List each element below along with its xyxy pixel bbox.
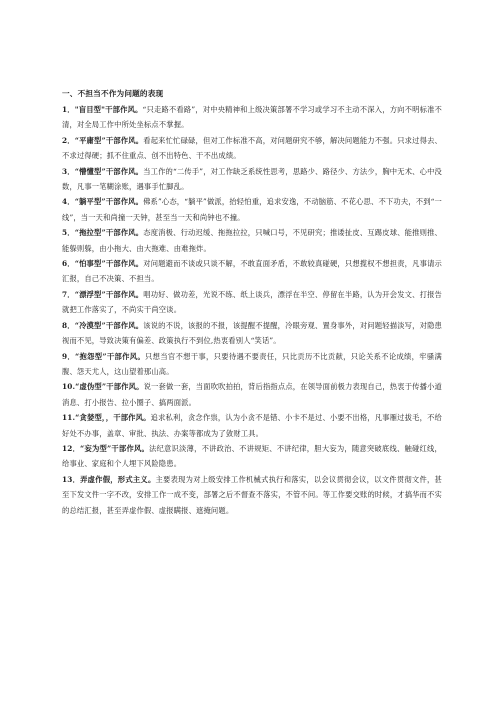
list-item [62,441,442,472]
list-item [62,194,442,225]
item-text: 主要表现为对上级安排工作机械式执行和落实，以会议贯彻会议，以文件贯彻文件，甚至下发文件一字不改，安排工作一成不变，部署之后不督查不落实，不管不问。等工作要交账的时候，才搞华而不实的总结汇报，甚至弄虚作假、虚报瞒报、遮掩问题。 [62,474,442,515]
item-lead: 10.“虚伪型”干部作风。 [62,382,144,392]
item-text: 看起来忙忙碌碌，但对工作标准不高，对问题研究不够，解决问题能力不强。只求过得去、不求过得硬；抓不住重点、创不出特色、干不出成绩。 [62,135,442,161]
item-text: 只想当官不想干事，只要待遇不要责任，只比贡历不比贡献，只论关系不论成绩，牢骚满腹、怨天尤人，这山望着那山高。 [62,351,442,376]
section-title: 一、不担当不作为问题的表现 [62,89,164,98]
item-lead: 4．“躺平型”干部作风。 [62,197,144,207]
document-body [62,88,442,518]
list-item [62,133,442,164]
item-list [62,102,442,518]
item-lead: 12．“妄为型”干部作风。 [62,443,149,453]
item-lead: 6．“怕事型”干部作风。 [62,259,144,269]
item-lead: 5．“拖拉型”干部作风。 [62,228,144,238]
item-text: 对问题避而不谈或只谈不解，不敢直面矛盾，不敢较真碰硬，只想揽权不想担责，凡事请示汇报，自己不决策、不担当。 [62,259,442,284]
list-item [62,164,442,195]
item-lead: 13．弄虚作假，形式主义。 [62,474,156,484]
list-item [62,287,442,318]
item-text: 态度消极、行动迟缓、拖拖拉拉，只喊口号，不见研究；推诿扯皮、互踢皮球、能推则推、能躲则躲，由小拖大、由大拖难、由难拖炸。 [62,228,442,253]
item-text: “只走路不看路”，对中央精神和上级决策部署不学习或学习不主动不深入，方向不明标准不清，对全局工作中所处坐标点不掌握。 [62,105,443,130]
item-text: 唱功好、做功差，光说不练、纸上谈兵，漂浮在半空、停留在半路，认为开会发文、打报告就把工作落实了，不尚实干尚空谈。 [62,289,442,315]
list-item [62,472,442,518]
item-text: 追求私利，贪念作祟，认为小贪不是错、小卡不是过、小要不出格，凡事雁过拔毛，不给好处不办事，盖章、审批、执法、办案等都成为了敛财工具。 [62,413,442,438]
item-text: 说一套做一套，当面吹吹拍拍，背后指指点点，在领导面前极力表现自己，热衷于传播小道消息、打小报告、拉小圈子、搞两面派。 [62,382,442,407]
item-lead: 7．“漂浮型”干部作风。 [62,289,144,299]
item-lead: 1．"盲目型"干部作风。 [62,105,143,114]
item-lead: 11.“贪婪型，，干部作风。 [62,413,151,423]
list-item [62,410,442,441]
list-item [62,379,442,410]
item-lead: 9．“抱怨型”干部作风。 [62,351,146,361]
list-item [62,225,442,256]
item-lead: 2．“平庸型”干部作风。 [62,135,144,145]
list-item [62,318,442,349]
item-text: 该说的不说，该报的不报，该提醒不提醒，冷眼旁观、置身事外，对问题轻描淡写，对隐患视而不见，导致决策有偏差、政策执行不到位,热衷看别人“笑话”。 [62,320,442,346]
list-item [62,349,442,380]
item-text: 法纪意识淡薄，不讲政治、不讲规矩、不讲纪律，胆大妄为，随意突破底线、触碰红线，给事业、家庭和个人埋下风险隐患。 [62,443,442,469]
item-text: 佛系”心态，“躺平”做派，抬轻怕重，追求安逸，不动脑筋、不花心思、不下功夫，不到“一线”，当一天和尚撞一天钟，甚至当一天和尚钟也不撞。 [62,197,443,222]
list-item [62,102,442,133]
item-text: 当工作的“二传手”，对工作缺乏系统性思考，思路少、路径少、方法少，胸中无术、心中没数，凡事一笔糊涂账，遇事手忙脚乱。 [62,166,443,192]
item-lead: 8．“冷漠型”干部作风。 [62,320,144,330]
item-lead: 3．“懵懂型”干部作风。 [62,166,144,176]
list-item [62,256,442,287]
